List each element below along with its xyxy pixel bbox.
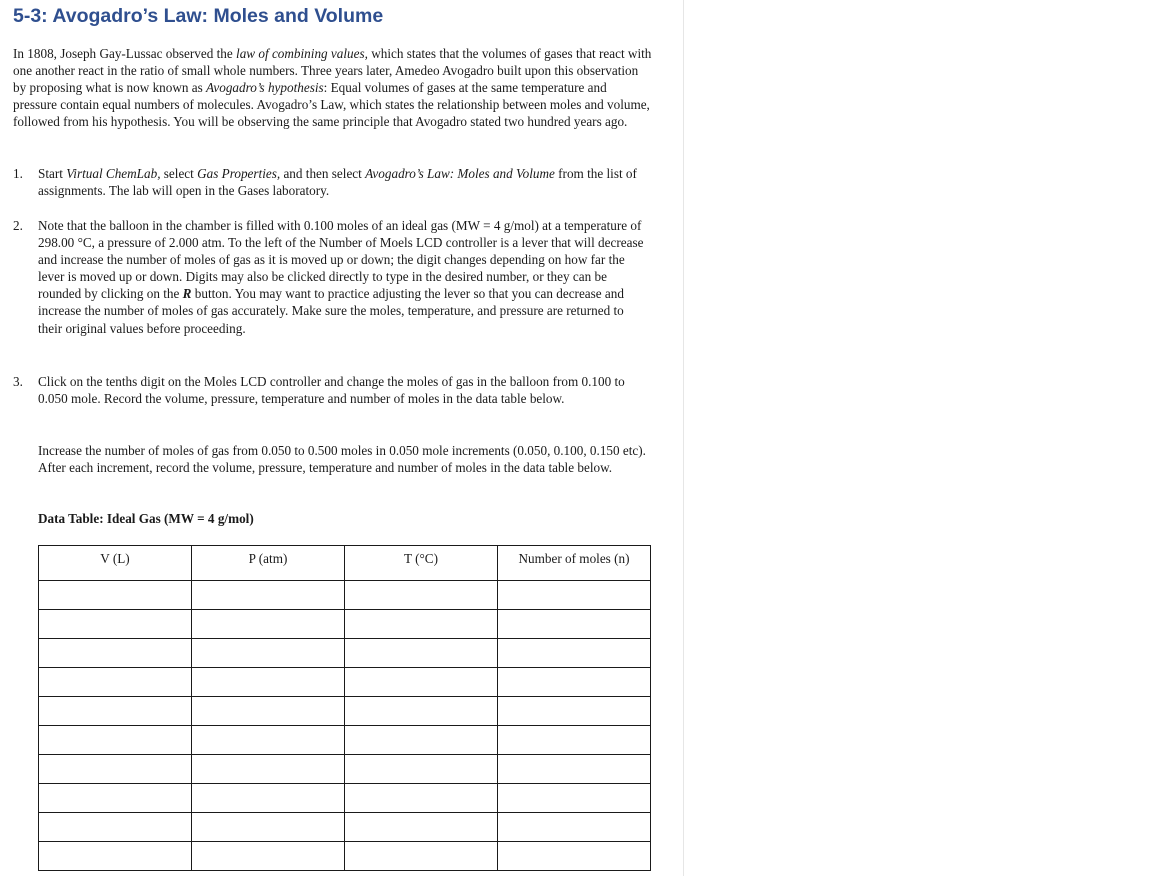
table-cell [498,813,651,842]
table-cell [345,697,498,726]
table-row [39,581,651,610]
intro-paragraph [13,45,653,130]
table-row [39,755,651,784]
table-cell [192,639,345,668]
step-text: Click on the tenths digit on the Moles LCD controller and change the moles of gas in the balloon from 0.100 to 0.050 mole. Record the volume, pressure, temperature and number of moles in the data table below. [38,374,625,407]
step-text-part: button. You may want to practice adjusting the lever so that you can decrease and increase the number of moles of gas accurately. Make sure the moles, temperature, and pressure are returned to their original values before proceeding. [38,286,624,336]
table-cell [498,726,651,755]
step-3 [13,373,651,407]
table-row [39,697,651,726]
step-text-part: Note that the balloon in the chamber is filled with 0.100 moles of an ideal gas (MW = 4 g/mol) at a temperature of 298.00 °C, a pressure of 2.000 atm. To the left of the Number of Moels LCD controller is a lever that will decrease and increase the number of moles of gas as it is moved up or down; the digit changes depending on how far the lever is moved up or down. Digits may also be clicked directly to type in the desired number, or they can be rounded by clicking on the [38,218,644,302]
intro-text: In 1808, Joseph Gay-Lussac observed the [13,46,237,61]
table-cell [498,697,651,726]
header-volume: V (L) [39,546,192,581]
step-emphasis: Avogadro’s Law: Moles and Volume [365,166,555,181]
step-emphasis: Gas Properties, [197,166,281,181]
table-title: Data Table: Ideal Gas (MW = 4 g/mol) [38,511,254,526]
intro-text: which states that the volumes of gases that react with one another react in the ratio of small whole numbers. Three years later, Amedeo Avogadro built upon this observation by proposing what is now known as [13,46,652,96]
table-cell [498,755,651,784]
table-cell [498,639,651,668]
table-cell [192,784,345,813]
step-text [38,165,651,199]
intro-text: : Equal volumes of gases at the same temperature and pressure contain equal numbers of molecules. Avogadro’s Law, which states the relationship between moles and volume, followed from his hypothesis. You will be observing the same principle that Avogadro stated two hundred years ago. [13,80,650,130]
table-cell [192,581,345,610]
header-moles: Number of moles (n) [498,546,651,581]
step-2 [13,217,651,337]
table-cell [39,639,192,668]
step-emphasis: Virtual ChemLab, [66,166,161,181]
table-cell [39,755,192,784]
table-row [39,639,651,668]
page-title: 5-3: Avogadro’s Law: Moles and Volume [13,5,384,27]
table-cell [345,842,498,871]
table-row [39,784,651,813]
table-cell [498,610,651,639]
table-cell [345,755,498,784]
table-cell [498,784,651,813]
table-cell [39,813,192,842]
table-cell [498,581,651,610]
table-cell [39,697,192,726]
table-cell [192,842,345,871]
table-cell [39,726,192,755]
table-cell [498,668,651,697]
table-cell [345,784,498,813]
table-header-row [39,546,651,581]
table-row [39,813,651,842]
table-cell [192,726,345,755]
table-cell [192,610,345,639]
table-cell [345,668,498,697]
step-number: 1. [13,166,23,181]
intro-emphasis: Avogadro’s hypothesis [206,80,324,96]
table-cell [39,784,192,813]
data-table [38,545,651,871]
increase-paragraph: Increase the number of moles of gas from 0.050 to 0.500 moles in 0.050 mole increments (0.050, 0.100, 0.150 etc). After each increment, record the volume, pressure, temperature and number of moles in the data table below. [38,443,646,476]
step-text-part: select [160,166,198,181]
table-cell [345,639,498,668]
step-bold: R [182,286,192,302]
table-row [39,668,651,697]
step-number: 3. [13,374,23,389]
table-row [39,842,651,871]
table-cell [192,813,345,842]
step-text-part: Start [38,166,67,181]
table-row [39,610,651,639]
step-1 [13,165,651,199]
table-cell [192,668,345,697]
table-cell [498,842,651,871]
table-cell [39,668,192,697]
table-cell [39,610,192,639]
table-cell [345,726,498,755]
step-number: 2. [13,218,23,233]
intro-emphasis: law of combining values, [236,46,368,61]
table-cell [39,842,192,871]
table-row [39,726,651,755]
step-text [38,217,651,337]
header-pressure: P (atm) [192,546,345,581]
step-text-part: from the list of assignments. The lab will open in the Gases laboratory. [38,166,637,199]
table-cell [39,581,192,610]
table-cell [345,813,498,842]
table-cell [192,755,345,784]
table-cell [192,697,345,726]
step-text-part: and then select [280,166,366,181]
table-cell [345,581,498,610]
header-temperature: T (°C) [345,546,498,581]
table-cell [345,610,498,639]
